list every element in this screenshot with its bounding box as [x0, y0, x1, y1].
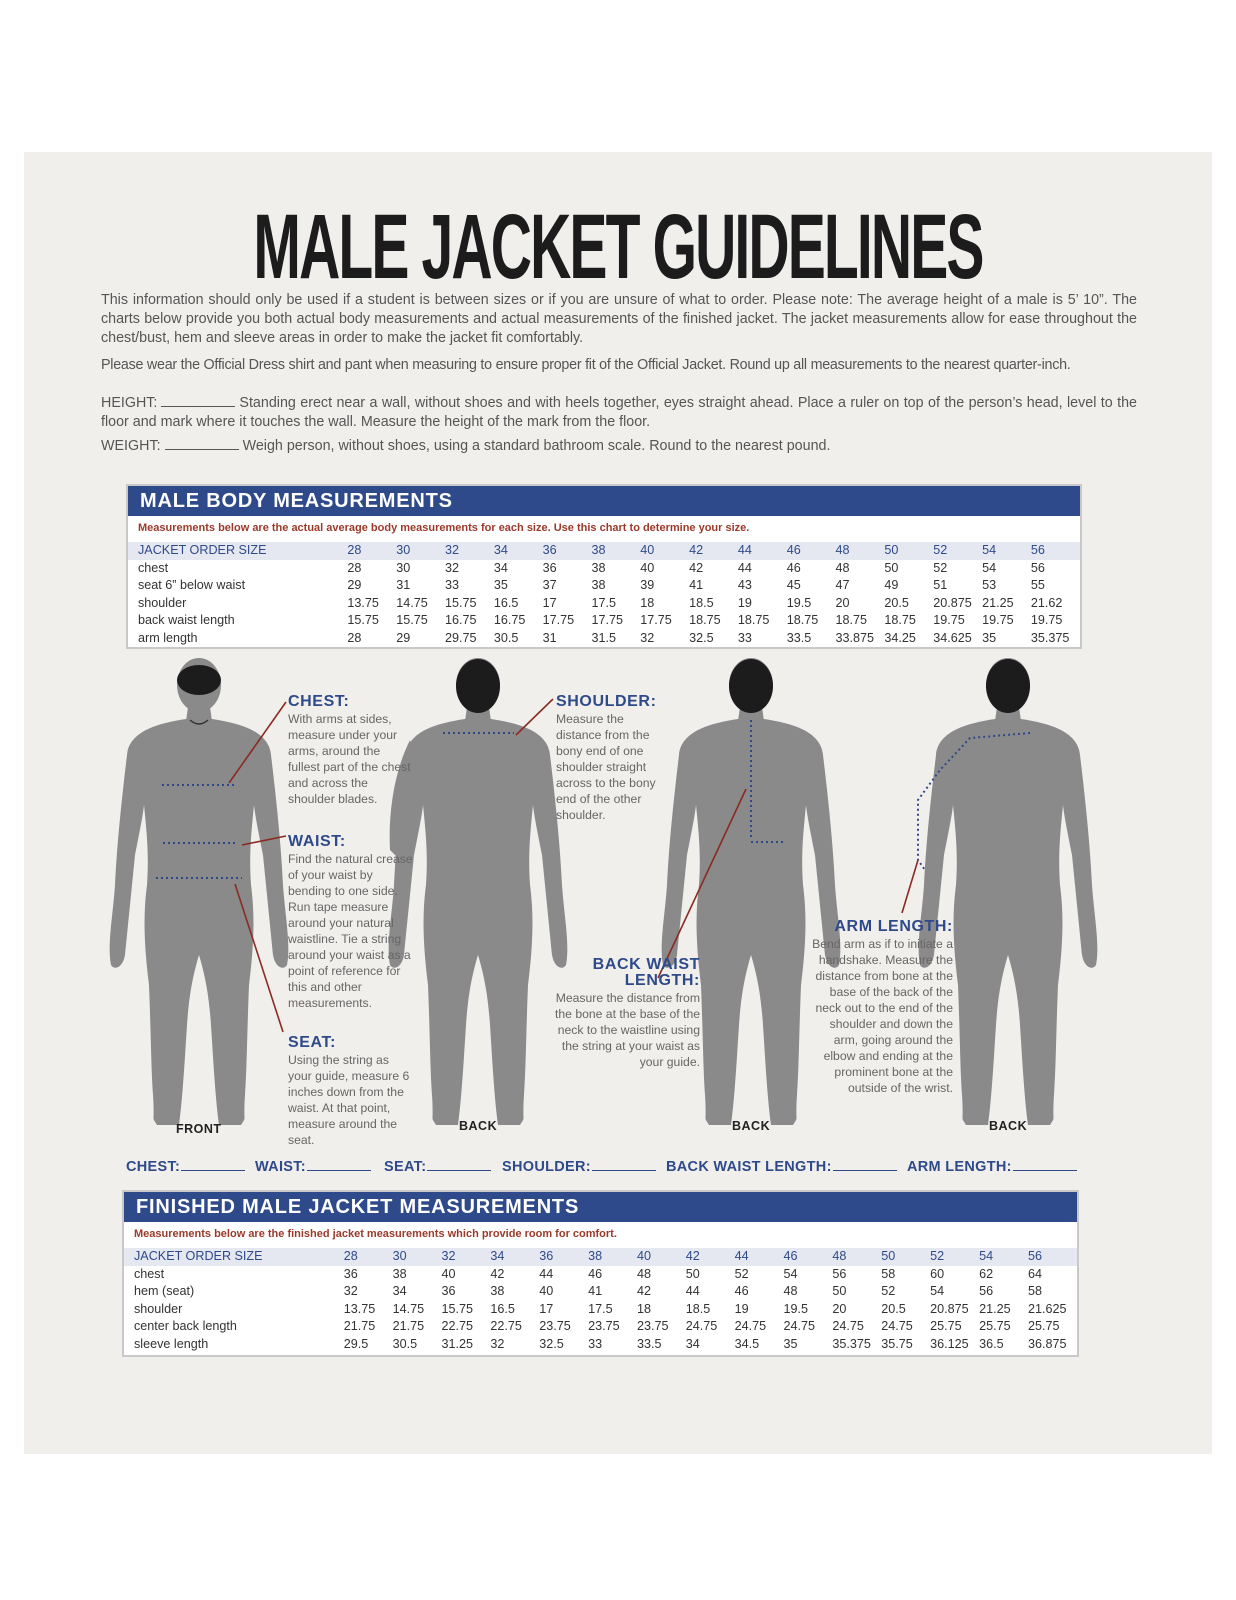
table-cell: 24.75 — [783, 1319, 816, 1334]
record-waist-blank[interactable] — [307, 1157, 371, 1171]
page-title: MALE JACKET GUIDELINES — [253, 196, 983, 298]
jacket_table-header-row — [124, 1248, 1077, 1266]
table-cell: 50 — [832, 1284, 847, 1299]
table-cell: 18.75 — [884, 613, 916, 628]
table-cell: 44 — [737, 560, 752, 575]
table-cell: 38 — [591, 578, 606, 593]
table-cell: 19.75 — [1030, 613, 1063, 628]
table-cell: 33.875 — [835, 630, 875, 645]
table-cell: 19.75 — [982, 613, 1014, 628]
table-cell: 15.75 — [441, 1301, 474, 1316]
table-cell: 15.75 — [347, 613, 379, 628]
table-cell: 34.5 — [734, 1336, 760, 1351]
table-cell: 46 — [588, 1266, 603, 1281]
body-table-note: Measurements below are the actual average body measurements for each size. Use this chart to determine your size. — [138, 522, 750, 534]
table-cell: 53 — [982, 578, 997, 593]
table-cell: 36 — [343, 1266, 358, 1281]
table-cell: 42 — [636, 1284, 651, 1299]
arm-heading: ARM LENGTH: — [834, 918, 953, 935]
table-cell: 13.75 — [343, 1301, 376, 1316]
table-cell: 42 — [490, 1266, 505, 1281]
table-cell: 52 — [881, 1284, 896, 1299]
table-cell: 45 — [786, 578, 801, 593]
table-cell: 24.75 — [734, 1319, 767, 1334]
shoulder-text: Measure the distance from the bony end of one shoulder straight across to the bony end of the other shoulder. — [556, 712, 656, 822]
body-measurements-table — [126, 484, 1082, 649]
front-label: FRONT — [176, 1122, 222, 1136]
table-cell: 19.5 — [783, 1301, 809, 1316]
table-cell: 36.125 — [930, 1336, 969, 1351]
table-cell: 16.75 — [493, 613, 526, 628]
table-cell: 36.875 — [1027, 1336, 1067, 1351]
table-cell: 52 — [933, 560, 948, 575]
jacket_table-size-cell: 48 — [832, 1248, 881, 1266]
table-cell: 34 — [392, 1284, 407, 1299]
arm-leader — [902, 860, 918, 913]
back2-head — [729, 659, 773, 713]
record-back-waist[interactable] — [666, 1157, 897, 1175]
table-cell: 24.75 — [685, 1319, 718, 1334]
body_table-size-cell: 50 — [884, 542, 933, 560]
table-cell: 29 — [396, 630, 411, 645]
back3-head — [986, 659, 1030, 713]
height-instruction — [101, 394, 1137, 432]
table-cell: 32.5 — [689, 630, 714, 645]
row-label: seat 6” below waist — [138, 578, 246, 593]
table-cell: 25.75 — [1027, 1319, 1060, 1334]
record-seat-blank[interactable] — [427, 1157, 491, 1171]
body_table-header-label: JACKET ORDER SIZE — [128, 542, 347, 560]
table-cell: 48 — [835, 560, 850, 575]
table-cell: 30.5 — [493, 630, 519, 645]
table-cell: 48 — [783, 1284, 798, 1299]
table-cell: 16.5 — [490, 1301, 515, 1316]
body_table-size-cell: 52 — [933, 542, 982, 560]
table-cell: 21.25 — [982, 595, 1014, 610]
table-cell: 55 — [1030, 578, 1045, 593]
body_table-size-cell: 42 — [689, 542, 738, 560]
table-cell: 44 — [539, 1266, 554, 1281]
front-figure — [110, 658, 289, 1125]
table-cell: 42 — [689, 560, 704, 575]
dress-note: Please wear the Official Dress shirt and pant when measuring to ensure proper fit of the Official Jacket. Round up all measurements to the nearest quarter-inch. — [101, 357, 1071, 373]
table-cell: 56 — [832, 1266, 847, 1281]
table-cell: 47 — [835, 578, 850, 593]
row-label: center back length — [134, 1319, 237, 1334]
record-arm-blank[interactable] — [1013, 1157, 1077, 1171]
table-row — [128, 577, 1080, 595]
table-cell: 31.5 — [591, 630, 616, 645]
table-cell: 52 — [734, 1266, 749, 1281]
table-cell: 21.25 — [979, 1301, 1011, 1316]
table-cell: 24.75 — [881, 1319, 913, 1334]
table-cell: 40 — [539, 1284, 554, 1299]
seat-text: Using the string as your guide, measure 6 inches down from the waist. At that point, measure around the seat. — [288, 1053, 410, 1147]
jacket_table-size-cell: 38 — [588, 1248, 637, 1266]
table-cell: 23.75 — [539, 1319, 571, 1334]
table-cell: 32 — [343, 1284, 358, 1299]
weight-blank — [165, 437, 239, 450]
front-hair — [177, 665, 221, 695]
record-back-waist-label: BACK WAIST LENGTH: — [666, 1159, 832, 1175]
table-cell: 25.75 — [979, 1319, 1011, 1334]
jacket_table-size-cell: 34 — [490, 1248, 539, 1266]
table-cell: 58 — [881, 1266, 896, 1281]
table-cell: 20.875 — [933, 595, 972, 610]
row-label: hem (seat) — [134, 1284, 195, 1299]
table-cell: 29.75 — [445, 630, 477, 645]
table-cell: 35 — [783, 1336, 798, 1351]
table-cell: 33 — [737, 630, 752, 645]
back-label-2: BACK — [732, 1119, 771, 1133]
body_table-size-cell: 54 — [982, 542, 1031, 560]
table-cell: 56 — [979, 1284, 994, 1299]
back-label-1: BACK — [459, 1119, 498, 1133]
body_table-size-cell: 28 — [347, 542, 396, 560]
jacket_table-size-cell: 42 — [686, 1248, 735, 1266]
table-cell: 24.75 — [832, 1319, 864, 1334]
table-cell: 28 — [347, 630, 362, 645]
table-cell: 31 — [542, 630, 557, 645]
table-cell: 14.75 — [396, 595, 428, 610]
body_table-size-cell: 48 — [836, 542, 885, 560]
table-row — [124, 1336, 1077, 1354]
table-cell: 38 — [591, 560, 606, 575]
table-cell: 51 — [933, 578, 948, 593]
table-cell: 32 — [640, 630, 655, 645]
table-cell: 17.75 — [591, 613, 623, 628]
table-cell: 41 — [689, 578, 704, 593]
jacket-measurements-table — [122, 1190, 1079, 1357]
table-cell: 64 — [1027, 1266, 1042, 1281]
table-cell: 35.75 — [881, 1336, 913, 1351]
table-cell: 15.75 — [396, 613, 428, 628]
table-cell: 38 — [490, 1284, 505, 1299]
table-cell: 13.75 — [347, 595, 379, 610]
jacket_table-size-cell: 36 — [539, 1248, 588, 1266]
table-cell: 19.75 — [933, 613, 965, 628]
table-cell: 44 — [685, 1284, 700, 1299]
table-cell: 18.5 — [685, 1301, 711, 1316]
table-cell: 39 — [640, 578, 655, 593]
record-chest[interactable] — [126, 1157, 245, 1175]
table-cell: 18 — [640, 595, 655, 610]
table-cell: 23.75 — [636, 1319, 669, 1334]
body-table-title: MALE BODY MEASUREMENTS — [128, 486, 1080, 516]
record-seat[interactable] — [384, 1157, 491, 1175]
table-cell: 14.75 — [392, 1301, 425, 1316]
table-cell: 46 — [734, 1284, 749, 1299]
table-cell: 38 — [392, 1266, 407, 1281]
record-chest-label: CHEST: — [126, 1159, 181, 1175]
weight-instruction — [101, 437, 1137, 456]
table-cell: 35 — [493, 578, 508, 593]
table-cell: 33 — [588, 1336, 603, 1351]
table-cell: 32.5 — [539, 1336, 564, 1351]
table-row — [128, 595, 1080, 613]
table-cell: 19 — [734, 1301, 749, 1316]
jacket_table-size-cell: 50 — [881, 1248, 930, 1266]
jacket_table-size-cell: 54 — [979, 1248, 1028, 1266]
table-cell: 17 — [539, 1301, 554, 1316]
record-chest-blank[interactable] — [181, 1157, 245, 1171]
backwaist-text: Measure the distance from the bone at the base of the neck to the waistline using the string at your waist as your guide. — [554, 991, 700, 1069]
table-cell: 33.5 — [786, 630, 812, 645]
intro-paragraph: This information should only be used if a student is between sizes or if you are unsure of what to order. Please note: The average height of a male is 5’ 10”. The charts below provide you both actual body measurements and actual measurements of the finished jacket. The jacket measurements allow for ease throughout the chest/bust, hem and sleeve areas in order to make the jacket fit comfortably. — [101, 292, 1137, 346]
table-cell: 34.625 — [933, 630, 972, 645]
table-cell: 21.75 — [392, 1319, 425, 1334]
table-cell: 41 — [588, 1284, 603, 1299]
table-cell: 58 — [1027, 1284, 1042, 1299]
body_table-size-cell: 36 — [543, 542, 592, 560]
height-text: Standing erect near a wall, without shoes and with heels together, eyes straight ahead. Place a ruler on top of the person’s head, level to the floor and mark where it touches the wall. Measure the height of the mark from the floor. — [101, 395, 1137, 430]
shoulder-leader — [516, 699, 553, 735]
table-cell: 36.5 — [979, 1336, 1004, 1351]
body_table-size-cell: 56 — [1031, 542, 1080, 560]
table-cell: 34 — [685, 1336, 700, 1351]
table-row — [124, 1283, 1077, 1301]
table-cell: 18.5 — [689, 595, 714, 610]
table-cell: 18.75 — [786, 613, 819, 628]
record-arm[interactable] — [907, 1157, 1077, 1175]
record-seat-label: SEAT: — [384, 1159, 427, 1175]
table-cell: 50 — [884, 560, 899, 575]
table-cell: 32 — [490, 1336, 505, 1351]
body_table-size-cell: 32 — [445, 542, 494, 560]
record-shoulder-blank[interactable] — [592, 1157, 656, 1171]
table-cell: 30 — [396, 560, 411, 575]
backwaist-heading-2: LENGTH: — [624, 972, 700, 989]
table-cell: 20 — [832, 1301, 847, 1316]
table-cell: 16.5 — [493, 595, 519, 610]
table-cell: 33 — [445, 578, 460, 593]
table-cell: 18.75 — [737, 613, 770, 628]
table-cell: 40 — [441, 1266, 456, 1281]
weight-text: Weigh person, without shoes, using a standard bathroom scale. Round to the nearest pound. — [242, 438, 831, 454]
table-cell: 36 — [542, 560, 557, 575]
row-label: chest — [138, 560, 169, 575]
table-cell: 20.875 — [930, 1301, 969, 1316]
height-blank — [161, 394, 235, 407]
arm-text: Bend arm as if to initiate a handshake. Measure the distance from bone at the base of the back of the neck out to the end of the shoulder and down the arm, going around the elbow and ending at the prominent bone at the outside of the wrist. — [812, 937, 953, 1095]
table-cell: 18.75 — [689, 613, 721, 628]
table-cell: 21.625 — [1027, 1301, 1067, 1316]
table-cell: 17.75 — [542, 613, 575, 628]
table-cell: 56 — [1030, 560, 1045, 575]
table-cell: 34.25 — [884, 630, 916, 645]
jacket-table-note: Measurements below are the finished jacket measurements which provide room for comfort. — [134, 1228, 617, 1240]
table-row — [124, 1266, 1077, 1284]
table-cell: 34 — [493, 560, 508, 575]
table-cell: 16.75 — [445, 613, 477, 628]
row-label: shoulder — [138, 595, 187, 610]
record-waist[interactable] — [255, 1157, 371, 1175]
table-cell: 37 — [542, 578, 557, 593]
body_table-size-cell: 44 — [738, 542, 787, 560]
table-cell: 30.5 — [392, 1336, 418, 1351]
table-cell: 23.75 — [588, 1319, 620, 1334]
table-cell: 60 — [930, 1266, 945, 1281]
record-arm-label: ARM LENGTH: — [907, 1159, 1012, 1175]
table-cell: 15.75 — [445, 595, 477, 610]
chest-heading: CHEST: — [288, 693, 350, 710]
body_table-header-row — [128, 542, 1080, 560]
table-cell: 48 — [636, 1266, 651, 1281]
table-cell: 35.375 — [1030, 630, 1070, 645]
jacket-table-title: FINISHED MALE JACKET MEASUREMENTS — [124, 1192, 1077, 1222]
row-label: back waist length — [138, 613, 235, 628]
jacket_table-size-cell: 56 — [1028, 1248, 1077, 1266]
jacket_table-size-cell: 28 — [344, 1248, 393, 1266]
table-cell: 54 — [930, 1284, 945, 1299]
jacket_table-size-cell: 32 — [442, 1248, 491, 1266]
record-shoulder[interactable] — [502, 1157, 656, 1175]
table-cell: 18.75 — [835, 613, 868, 628]
chest-text: With arms at sides, measure under your arms, around the fullest part of the chest and across the shoulder blades. — [288, 712, 411, 806]
table-cell: 28 — [347, 560, 362, 575]
jacket_table-size-cell: 52 — [930, 1248, 979, 1266]
jacket-table-grid — [124, 1248, 1077, 1354]
table-row — [124, 1318, 1077, 1336]
table-cell: 25.75 — [930, 1319, 962, 1334]
back-label-3: BACK — [989, 1119, 1028, 1133]
table-cell: 50 — [685, 1266, 700, 1281]
body_table-size-cell: 30 — [396, 542, 445, 560]
shoulder-heading: SHOULDER: — [556, 693, 657, 710]
height-label: HEIGHT: — [101, 395, 158, 411]
table-cell: 36 — [441, 1284, 456, 1299]
table-cell: 29 — [347, 578, 362, 593]
jacket_table-size-cell: 44 — [735, 1248, 784, 1266]
table-cell: 46 — [786, 560, 801, 575]
table-row — [128, 560, 1080, 578]
row-label: shoulder — [134, 1301, 183, 1316]
table-cell: 49 — [884, 578, 899, 593]
jacket_table-size-cell: 30 — [393, 1248, 442, 1266]
table-cell: 22.75 — [441, 1319, 474, 1334]
table-cell: 35 — [982, 630, 997, 645]
body_table-size-cell: 40 — [640, 542, 689, 560]
body-table-grid — [128, 542, 1080, 648]
body_table-size-cell: 34 — [494, 542, 543, 560]
table-row — [124, 1301, 1077, 1319]
row-label: sleeve length — [134, 1336, 209, 1351]
seat-heading: SEAT: — [288, 1034, 337, 1051]
table-cell: 32 — [445, 560, 460, 575]
table-cell: 20.5 — [884, 595, 909, 610]
table-cell: 29.5 — [343, 1336, 369, 1351]
table-cell: 21.62 — [1030, 595, 1063, 610]
record-waist-label: WAIST: — [255, 1159, 306, 1175]
record-shoulder-label: SHOULDER: — [502, 1159, 591, 1175]
table-cell: 62 — [979, 1266, 994, 1281]
body_table-size-cell: 38 — [591, 542, 640, 560]
table-cell: 17 — [542, 595, 557, 610]
table-cell: 54 — [783, 1266, 798, 1281]
table-cell: 17.5 — [588, 1301, 613, 1316]
back1-head — [456, 659, 500, 713]
table-cell: 22.75 — [490, 1319, 522, 1334]
jacket_table-size-cell: 46 — [784, 1248, 833, 1266]
table-cell: 43 — [737, 578, 752, 593]
record-back-waist-blank[interactable] — [833, 1157, 897, 1171]
table-row — [128, 612, 1080, 630]
weight-label: WEIGHT: — [101, 438, 161, 454]
backwaist-heading-1: BACK WAIST — [592, 956, 700, 973]
table-cell: 31.25 — [441, 1336, 474, 1351]
body_table-size-cell: 46 — [787, 542, 836, 560]
table-cell: 35.375 — [832, 1336, 871, 1351]
table-cell: 17.75 — [640, 613, 672, 628]
jacket_table-size-cell: 40 — [637, 1248, 686, 1266]
table-cell: 40 — [640, 560, 655, 575]
table-cell: 19 — [737, 595, 752, 610]
table-cell: 21.75 — [343, 1319, 376, 1334]
table-cell: 19.5 — [786, 595, 812, 610]
waist-text: Find the natural crease of your waist by bending to one side. Run tape measure around your natural waistline. Tie a string around your waist as a point of reference for this and other measurements. — [288, 852, 413, 1010]
table-cell: 33.5 — [636, 1336, 662, 1351]
table-cell: 31 — [396, 578, 411, 593]
waist-heading: WAIST: — [288, 833, 346, 850]
row-label: chest — [134, 1266, 165, 1281]
table-cell: 17.5 — [591, 595, 616, 610]
table-cell: 20.5 — [881, 1301, 906, 1316]
jacket_table-header-label: JACKET ORDER SIZE — [124, 1248, 344, 1266]
table-row — [128, 630, 1080, 648]
table-cell: 18 — [636, 1301, 651, 1316]
row-label: arm length — [138, 630, 198, 645]
table-cell: 20 — [835, 595, 850, 610]
table-cell: 54 — [982, 560, 997, 575]
